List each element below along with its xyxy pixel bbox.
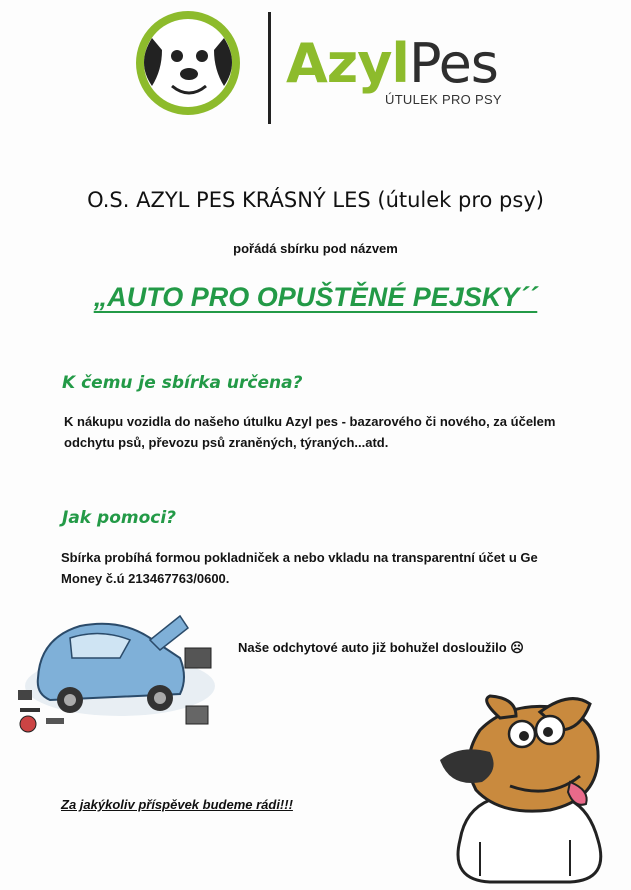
brand-azyl: Azyl — [286, 32, 409, 95]
section-text-purpose: K nákupu vozidla do našeho útulku Azyl pes - bazarového či nového, za účelem odchytu psů, převozu psů zraněných, týraných...atd. — [64, 414, 556, 450]
car-note: Naše odchytové auto již bohužel dosloužilo ☹ — [238, 640, 524, 655]
cartoon-dog-illustration — [420, 690, 620, 885]
logo-divider — [268, 12, 271, 124]
brand-name — [286, 32, 498, 95]
section-heading-help: Jak pomoci? — [62, 508, 177, 528]
intro-text: pořádá sbírku pod názvem — [233, 241, 398, 256]
dog-face-logo-icon — [122, 8, 254, 118]
footer-thanks: Za jakýkoliv příspěvek budeme rádi!!! — [61, 797, 293, 812]
brand-tagline: ÚTULEK PRO PSY — [385, 92, 502, 107]
campaign-title: „AUTO PRO OPUŠTĚNÉ PEJSKY´´ — [93, 282, 538, 312]
section-heading-purpose: K čemu je sbírka určena? — [62, 373, 303, 393]
organization-title: O.S. AZYL PES KRÁSNÝ LES (útulek pro psy) — [87, 188, 544, 212]
section-text-help: Sbírka probíhá formou pokladniček a nebo vkladu na transparentní účet u Ge Money č.ú 213467763/0600. — [61, 550, 538, 586]
brand-pes: Pes — [408, 32, 498, 95]
broken-car-illustration — [10, 598, 230, 748]
